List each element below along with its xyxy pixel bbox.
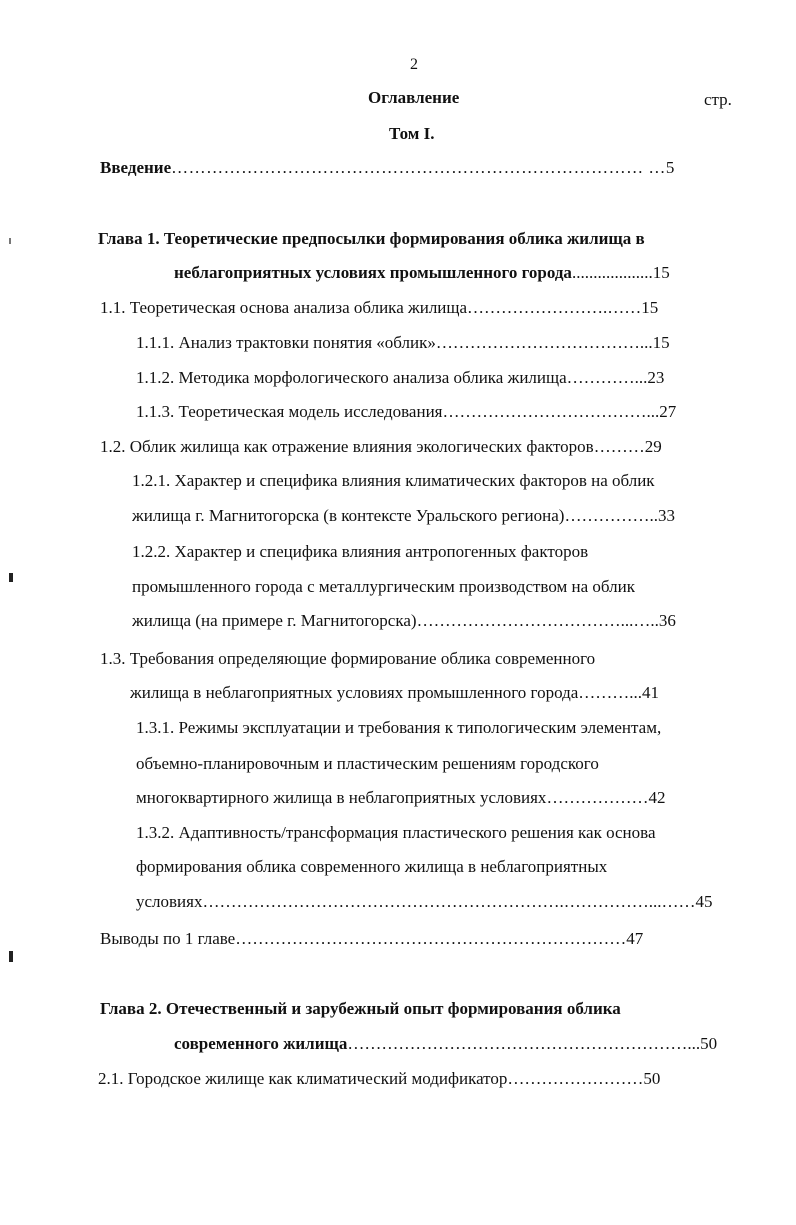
toc-entry-text: Глава 1. Теоретические предпосылки формирования облика жилища в (98, 229, 645, 248)
toc-page: 27 (659, 402, 677, 421)
toc-entry-text: формирования облика современного жилища в неблагоприятных (136, 857, 608, 876)
toc-entry[interactable] (136, 788, 736, 808)
toc-page: 15 (641, 298, 659, 317)
toc-leader: …………………… (507, 1069, 644, 1088)
toc-entry-line (136, 823, 656, 843)
page-column-label: стр. (704, 90, 732, 109)
page-number: 2 (410, 56, 418, 73)
toc-page: 45 (695, 892, 713, 911)
toc-entry[interactable] (174, 1034, 736, 1054)
toc-page: 15 (652, 333, 670, 352)
toc-leader: ……………………………………………………….……………...…… (202, 892, 696, 911)
scan-artifact (9, 238, 11, 244)
toc-entry-line (132, 471, 655, 491)
toc-page: 23 (647, 368, 665, 387)
toc-entry-text: промышленного города с металлургическим производством на облик (132, 577, 635, 596)
toc-entry[interactable] (132, 506, 736, 526)
toc-entry-line (136, 754, 599, 774)
toc-leader: …………... (566, 368, 648, 387)
toc-entry-text: современного жилища (174, 1034, 348, 1053)
toc-page: 33 (657, 506, 675, 525)
toc-entry-text: многоквартирного жилища в неблагоприятных условиях (136, 788, 547, 807)
toc-entry-text: Введение (100, 158, 172, 177)
scan-artifact (9, 573, 13, 582)
toc-leader: …………….. (564, 506, 658, 525)
toc-entry[interactable] (174, 263, 736, 283)
toc-entry-text: 1.3.2. Адаптивность/трансформация пластического решения как основа (136, 823, 656, 842)
scan-artifact (9, 951, 13, 962)
toc-page: 41 (642, 683, 660, 702)
toc-leader: ………………………………...….. (416, 611, 659, 630)
toc-leader: ……………………………………………………... (347, 1034, 701, 1053)
toc-entry-text: жилища в неблагоприятных условиях промышленного города (130, 683, 579, 702)
toc-entry-text: жилища г. Магнитогорска (в контексте Уральского региона) (132, 506, 565, 525)
toc-page: 5 (665, 158, 675, 177)
toc-leader: …………………………………………………………… (235, 929, 627, 948)
toc-leader: ……………… (546, 788, 649, 807)
toc-entry-line (132, 577, 635, 597)
toc-entry[interactable] (136, 368, 736, 388)
toc-entry-text: объемно-планировочным и пластическим решениям городского (136, 754, 599, 773)
toc-entry[interactable] (136, 892, 728, 912)
toc-page: 36 (658, 611, 676, 630)
toc-leader: ………………………………... (435, 333, 653, 352)
toc-chapter-heading (100, 999, 621, 1019)
toc-entry-text: 1.3.1. Режимы эксплуатации и требования к типологическим элементам, (136, 718, 662, 737)
toc-entry-text: 1.2.1. Характер и специфика влияния климатических факторов на облик (132, 471, 655, 490)
toc-leader: …………………….…… (467, 298, 642, 317)
toc-leader: ………………………………... (442, 402, 660, 421)
toc-page: 47 (626, 929, 644, 948)
toc-page: 50 (700, 1034, 718, 1053)
toc-entry-text: условиях (136, 892, 203, 911)
toc-leader: ................... (571, 263, 653, 282)
toc-entry[interactable] (100, 437, 740, 457)
toc-entry-line (136, 857, 607, 877)
toc-entry[interactable] (98, 1069, 738, 1089)
toc-entry-text: 1.1.3. Теоретическая модель исследования (136, 402, 443, 421)
toc-entry-text: 1.2. Облик жилища как отражение влияния экологических факторов (100, 437, 594, 456)
toc-entry[interactable] (100, 298, 740, 318)
toc-entry-text: жилища (на примере г. Магнитогорска) (132, 611, 417, 630)
toc-leader: ……… (593, 437, 645, 456)
toc-entry-text: 1.3. Требования определяющие формирование облика современного (100, 649, 596, 668)
page-title: Оглавление (368, 88, 460, 107)
toc-entry[interactable] (136, 402, 736, 422)
toc-entry-line (132, 542, 588, 562)
toc-entry-text: 2.1. Городское жилище как климатический модификатор (98, 1069, 508, 1088)
toc-entry[interactable] (132, 611, 738, 631)
toc-entry-text: 1.1. Теоретическая основа анализа облика жилища (100, 298, 468, 317)
toc-entry-line (136, 718, 661, 738)
toc-entry-text: неблагоприятных условиях промышленного города (174, 263, 572, 282)
volume-title: Том I. (389, 124, 435, 143)
toc-page: 15 (652, 263, 670, 282)
toc-entry-text: 1.1.1. Анализ трактовки понятия «облик» (136, 333, 436, 352)
toc-chapter-heading (98, 229, 645, 249)
toc-entry-line (100, 649, 595, 669)
toc-entry[interactable] (136, 333, 736, 353)
toc-page: 29 (644, 437, 662, 456)
toc-entry-text: 1.2.2. Характер и специфика влияния антропогенных факторов (132, 542, 589, 561)
toc-entry[interactable] (100, 929, 738, 949)
toc-leader: ………... (578, 683, 643, 702)
toc-entry-text: Глава 2. Отечественный и зарубежный опыт формирования облика (100, 999, 621, 1018)
toc-page: 50 (643, 1069, 661, 1088)
toc-leader: ……………………………………………………………………… … (171, 158, 666, 177)
toc-entry-text: 1.1.2. Методика морфологического анализа облика жилища (136, 368, 567, 387)
toc-page: 42 (648, 788, 666, 807)
toc-entry[interactable] (130, 683, 738, 703)
toc-entry-text: Выводы по 1 главе (100, 929, 236, 948)
toc-entry[interactable] (100, 158, 730, 178)
